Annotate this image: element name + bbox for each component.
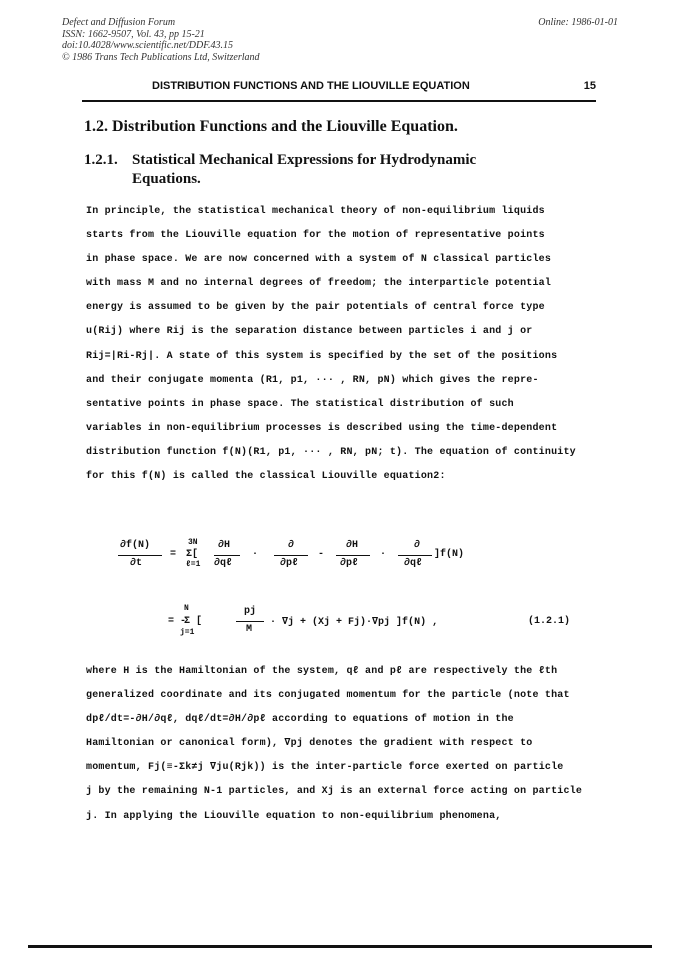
paragraph-1 — [86, 200, 606, 489]
dot-operator: · — [380, 549, 387, 560]
equals-minus: = - — [168, 616, 187, 627]
fraction-bar — [274, 555, 308, 556]
mass-denominator: M — [246, 624, 253, 635]
momentum-numerator: pj — [244, 606, 257, 617]
sum-lower-limit: ℓ=1 — [186, 560, 201, 569]
sum-upper-limit: N — [184, 604, 189, 613]
text-line: sentative points in phase space. The statistical distribution of such — [86, 398, 514, 410]
page-number: 15 — [583, 80, 596, 92]
text-line: Rij=|Ri-Rj|. A state of this system is specified by the set of the positions — [86, 350, 558, 362]
partial-numerator: ∂ — [288, 540, 295, 551]
lhs-numerator: ∂f(N) — [120, 540, 151, 551]
article-metadata — [62, 17, 260, 63]
fraction-bar — [336, 555, 370, 556]
dp-denominator: ∂pℓ — [280, 558, 299, 569]
liouville-equation — [110, 532, 570, 642]
dp-denominator: ∂pℓ — [340, 558, 359, 569]
minus-sign: - — [318, 549, 325, 560]
subsection-title-line1: Statistical Mechanical Expressions for Hydrodynamic — [132, 152, 477, 168]
text-line: variables in non-equilibrium processes is described using the time-dependent — [86, 422, 558, 434]
dq-denominator: ∂qℓ — [214, 558, 233, 569]
text-line: distribution function f(N)(R1, p1, ··· , RN, pN; t). The equation of continuity — [86, 446, 576, 458]
dq-denominator: ∂qℓ — [404, 558, 423, 569]
section-heading: 1.2. Distribution Functions and the Liouville Equation. — [84, 118, 458, 135]
lhs-denominator: ∂t — [130, 558, 143, 569]
text-line: where H is the Hamiltonian of the system, qℓ and pℓ are respectively the ℓth — [86, 666, 558, 677]
equation-number: (1.2.1) — [527, 616, 570, 627]
subsection-title-line2: Equations. — [132, 171, 201, 187]
text-line: In principle, the statistical mechanical theory of non-equilibrium liquids — [86, 206, 545, 217]
sum-symbol: Σ[ — [186, 549, 199, 560]
journal-name: Defect and Diffusion Forum — [62, 17, 176, 28]
text-line: dpℓ/dt=-∂H/∂qℓ, dqℓ/dt=∂H/∂pℓ according to equations of motion in the — [86, 714, 514, 726]
online-date: Online: 1986-01-01 — [538, 17, 618, 28]
sum-upper-limit: 3N — [188, 538, 198, 547]
paragraph-2 — [86, 660, 606, 829]
fraction-bar — [118, 555, 162, 556]
fraction-bar — [214, 555, 240, 556]
issn-line: ISSN: 1662-9507, Vol. 43, pp 15-21 — [62, 28, 205, 40]
text-line: and their conjugate momenta (R1, p1, ··· , RN, pN) which gives the repre- — [86, 374, 539, 386]
text-line: j. In applying the Liouville equation to non-equilibrium phenomena, — [86, 810, 502, 822]
running-head-title: DISTRIBUTION FUNCTIONS AND THE LIOUVILLE EQUATION — [152, 80, 470, 92]
header-rule — [82, 100, 596, 102]
subsection-number: 1.2.1. — [84, 152, 118, 168]
text-line: in phase space. We are now concerned with a system of N classical particles — [86, 254, 552, 266]
text-line: with mass M and no internal degrees of freedom; the interparticle potential — [86, 278, 552, 290]
text-line: for this f(N) is called the classical Liouville equation2: — [86, 471, 446, 483]
dh-numerator: ∂H — [346, 540, 359, 551]
fraction-bar — [236, 621, 264, 622]
text-line: starts from the Liouville equation for the motion of representative points — [86, 230, 545, 242]
text-line: momentum, Fj(≡-Σk≠j ∇ju(Rjk)) is the inter-particle force exerted on particle — [86, 762, 564, 774]
text-line: u(Rij) where Rij is the separation distance between particles i and j or — [86, 326, 533, 338]
text-line: generalized coordinate and its conjugated momentum for the particle (note that — [86, 690, 570, 702]
text-line: j by the remaining N-1 particles, and Xj is an external force acting on particle — [86, 786, 583, 798]
bracket-close: ]f(N) — [434, 549, 465, 560]
dh-numerator: ∂H — [218, 540, 231, 551]
subsection-heading — [84, 151, 476, 189]
footer-rule — [28, 945, 652, 948]
doi-line: doi:10.4028/www.scientific.net/DDF.43.15 — [62, 40, 234, 51]
equals-sign: = — [170, 549, 177, 560]
partial-numerator: ∂ — [414, 540, 421, 551]
sum-symbol: Σ [ — [184, 616, 203, 627]
dot-operator: · — [252, 549, 259, 560]
text-line: energy is assumed to be given by the pair potentials of central force type — [86, 302, 545, 314]
equation-remainder: · ∇j + (Xj + Fj)·∇pj ]f(N) , — [270, 617, 439, 628]
copyright-line: © 1986 Trans Tech Publications Ltd, Switzerland — [62, 51, 260, 63]
text-line: Hamiltonian or canonical form), ∇pj denotes the gradient with respect to — [86, 738, 533, 750]
fraction-bar — [398, 555, 432, 556]
sum-lower-limit: j=1 — [180, 628, 195, 637]
